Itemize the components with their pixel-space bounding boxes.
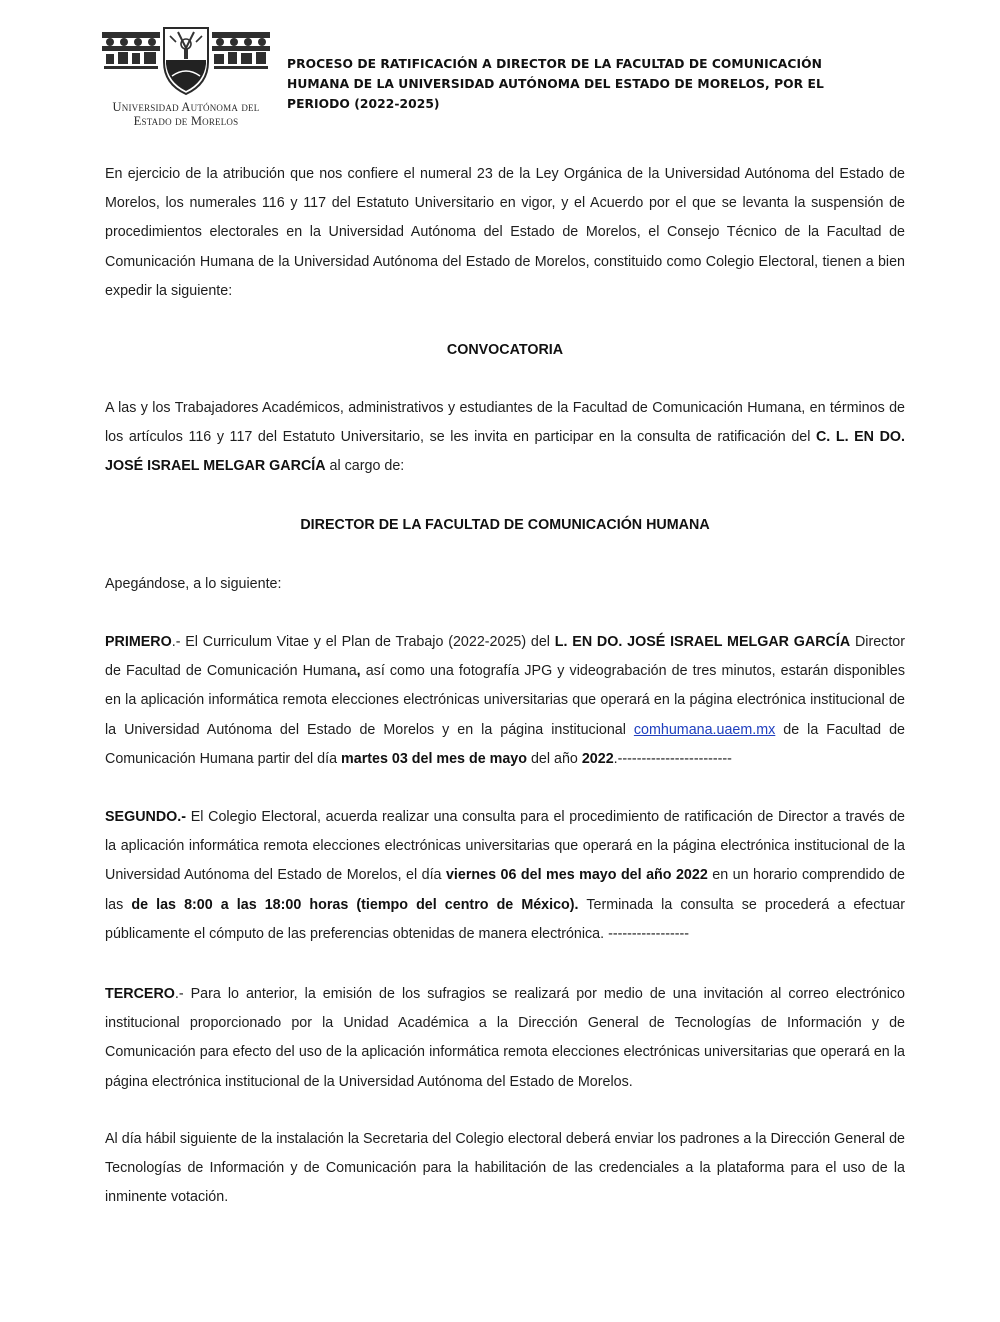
primero-date: martes 03 del mes de mayo <box>341 750 527 767</box>
logo-caption-line1: Universidad Autónoma del <box>112 100 260 114</box>
intro-paragraph: En ejercicio de la atribución que nos confiere el numeral 23 de la Ley Orgánica de la Universidad Autónoma del Estado de Morelos, los numerales 116 y 117 del Estatuto Universitario en vigor, y el Acuerdo por el que se levanta la suspensión de procedimientos electorales en la Universidad Autónoma del Estado de Morelos, el Consejo Técnico de la Facultad de Comunicación Humana de la Universidad Autónoma del Estado de Morelos, constituido como Colegio Electoral, tienen a bien expedir la siguiente: <box>105 166 905 299</box>
primero-text-1: .- El Curriculum Vitae y el Plan de Trabajo (2022-2025) del <box>171 634 555 650</box>
segundo-text-3: Terminada la consulta se procederá a efectuar públicamente el cómputo de las preferencias obtenidas de manera electrónica. ----------------- <box>105 896 906 942</box>
segundo-text-2: en un horario comprendido de las <box>105 867 906 913</box>
university-crest-icon <box>100 22 272 96</box>
segundo-date: viernes 06 del mes mayo del año 2022 <box>445 867 708 884</box>
primero-text-3: así como una fotografía JPG y videograbación de tres minutos, estarán disponibles en la aplicación informática remota elecciones electrónicas universitarias que operará en la página electrónica institucional de la Universidad Autónoma del Estado de Morelos y en la página institucional <box>105 663 905 738</box>
invitation-after: al cargo de: <box>325 458 405 475</box>
invitation-text: A las y los Trabajadores Académicos, administrativos y estudiantes de la Facultad de Comunicación Humana, en términos de los artículos 116 y 117 del Estatuto Universitario, se les invita en participar en la consulta de ratificación del <box>105 400 905 446</box>
primero-text-5: del año <box>527 750 582 767</box>
segundo-hours: de las 8:00 a las 18:00 horas (tiempo del centro de México). <box>131 896 579 913</box>
primero-year: 2022 <box>581 750 614 767</box>
primero-text-6: .------------------------ <box>613 750 732 767</box>
closing-paragraph: Al día hábil siguiente de la instalación la Secretaria del Colegio electoral deberá enviar los padrones a la Dirección General de Tecnologías de Información y de Comunicación para la habilitación de las credenciales a la plataforma para el uso de la inminente votación. <box>105 1131 905 1206</box>
primero-name: L. EN DO. JOSÉ ISRAEL MELGAR GARCÍA <box>554 634 851 650</box>
logo-caption-line2: Estado de Morelos <box>133 114 239 128</box>
convocatoria-heading: CONVOCATORIA <box>446 342 564 358</box>
primero-comma: , <box>356 663 361 680</box>
primero-label: PRIMERO <box>105 634 172 650</box>
tercero-label: TERCERO <box>105 986 175 1002</box>
segundo-paragraph <box>105 803 905 949</box>
university-logo <box>96 22 276 127</box>
segundo-text-1: El Colegio Electoral, acuerda realizar una consulta para el procedimiento de ratificación de Director a través de la aplicación informática remota elecciones electrónicas universitarias que operará en la página electrónica institucional de la Universidad Autónoma del Estado de Morelos, el día <box>105 809 905 884</box>
primero-paragraph <box>105 628 905 774</box>
candidate-name: C. L. EN DO. JOSÉ ISRAEL MELGAR GARCÍA <box>105 429 905 475</box>
primero-text-2: Director de Facultad de Comunicación Humana <box>105 634 906 680</box>
comhumana-link[interactable]: comhumana.uaem.mx <box>633 721 776 738</box>
primero-text-4: de la Facultad de Comunicación Humana partir del día <box>105 721 905 767</box>
invitation-paragraph <box>105 394 905 482</box>
tercero-text-1: .- Para lo anterior, la emisión de los sufragios se realizará por medio de una invitación al correo electrónico institucional proporcionado por la Unidad Académica a la Dirección General de Tecnologías de Información y de Comunicación para efecto del uso de la aplicación informática remota elecciones electrónicas universitarias que operará en la página electrónica institucional de la Universidad Autónoma del Estado de Morelos. <box>105 986 905 1090</box>
logo-caption <box>96 100 276 128</box>
apegandose-text: Apegándose, a lo siguiente: <box>105 576 282 592</box>
cargo-heading: DIRECTOR DE LA FACULTAD DE COMUNICACIÓN HUMANA <box>300 517 710 533</box>
document-header-title: PROCESO DE RATIFICACIÓN A DIRECTOR DE LA FACULTAD DE COMUNICACIÓN HUMANA DE LA UNIVERSIDAD AUTÓNOMA DEL ESTADO DE MORELOS, POR EL PERIODO (2022-2025) <box>287 57 824 111</box>
segundo-label: SEGUNDO.- <box>105 809 187 825</box>
tercero-paragraph <box>105 980 905 1097</box>
